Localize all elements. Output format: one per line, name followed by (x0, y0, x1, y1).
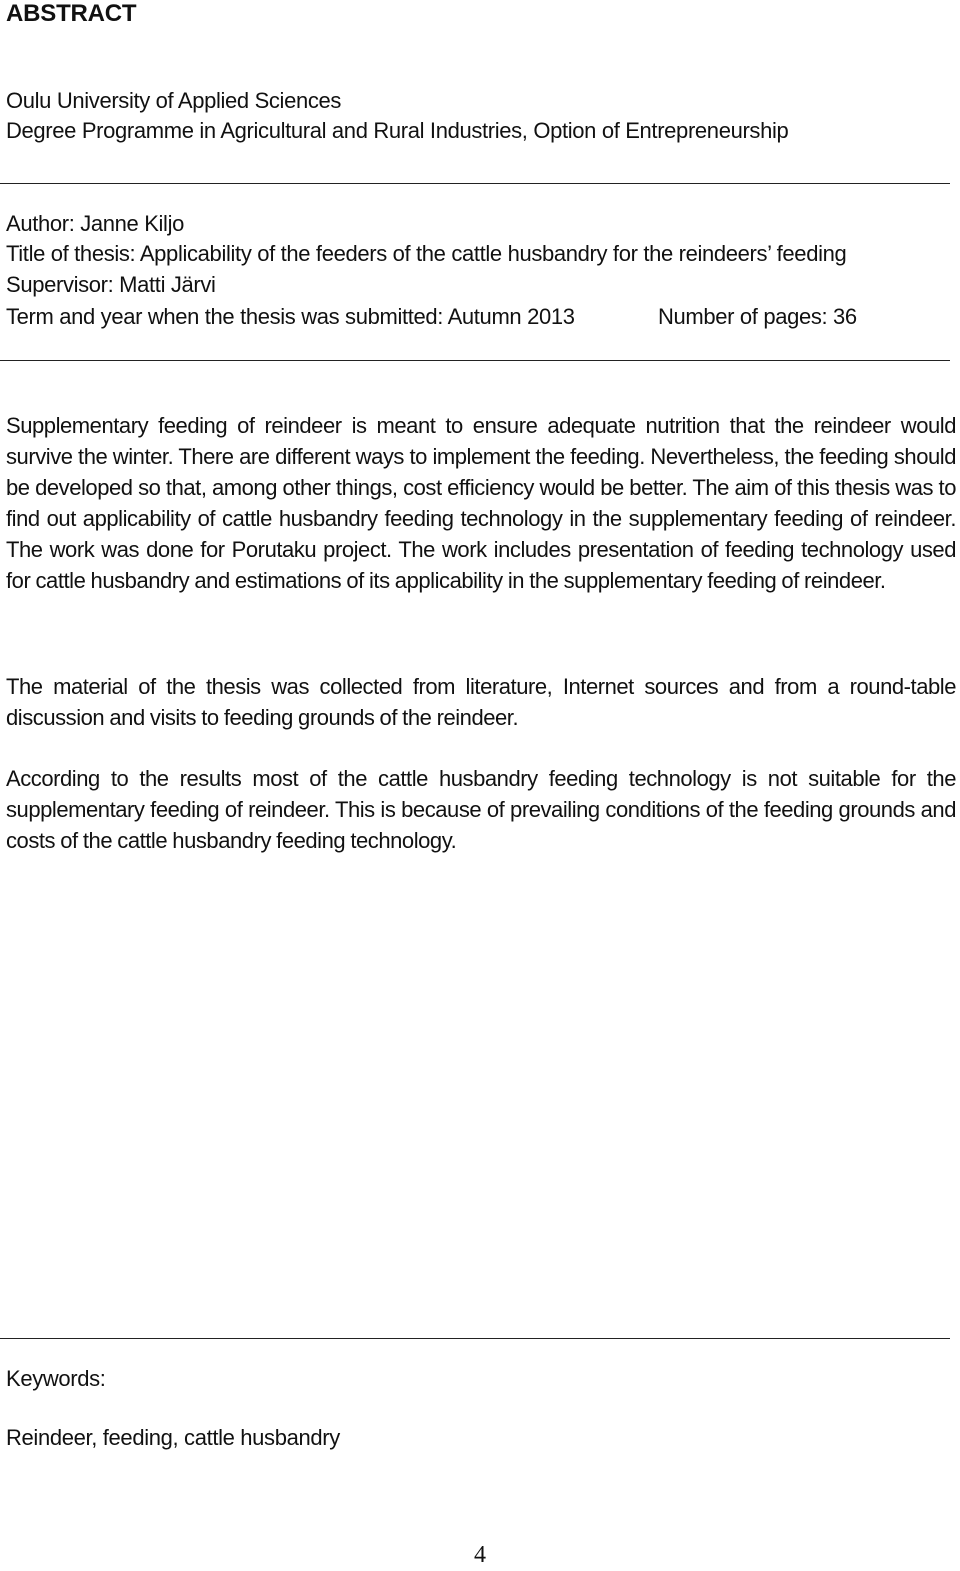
page-number: 4 (474, 1542, 486, 1568)
term-line: Term and year when the thesis was submitted: Autumn 2013 (6, 304, 575, 329)
keywords-list: Reindeer, feeding, cattle husbandry (6, 1425, 340, 1450)
submission-row (6, 302, 857, 332)
supervisor-line: Supervisor: Matti Järvi (6, 272, 216, 297)
programme-line: Degree Programme in Agricultural and Rural Industries, Option of Entrepreneurship (6, 118, 789, 143)
thesis-title-line: Title of thesis: Applicability of the feeders of the cattle husbandry for the reindeers’ feeding (6, 241, 847, 266)
abstract-paragraph-2: The material of the thesis was collected from literature, Internet sources and from a round-table discussion and visits to feeding grounds of the reindeer. (6, 674, 956, 730)
author-line: Author: Janne Kiljo (6, 211, 185, 236)
divider-bottom (0, 1338, 950, 1339)
divider-middle (0, 360, 950, 361)
abstract-paragraph-1: Supplementary feeding of reindeer is meant to ensure adequate nutrition that the reindeer would survive the winter. There are different ways to implement the feeding. Nevertheless, the feeding should be developed so that, among other things, cost efficiency would be better. The aim of this thesis was to find out applicability of cattle husbandry feeding technology in the supplementary feeding of reindeer. The work was done for Porutaku project. The work includes presentation of feeding technology used for cattle husbandry and estimations of its applicability in the supplementary feeding of reindeer. (6, 413, 956, 593)
page-heading: ABSTRACT (6, 0, 137, 27)
page-count: Number of pages: 36 (658, 304, 857, 329)
divider-top (0, 183, 950, 184)
institution-line: Oulu University of Applied Sciences (6, 88, 342, 113)
keywords-label: Keywords: (6, 1366, 106, 1391)
abstract-paragraph-3: According to the results most of the cattle husbandry feeding technology is not suitable for the supplementary feeding of reindeer. This is because of prevailing conditions of the feeding grounds and costs of the cattle husbandry feeding technology. (6, 766, 956, 853)
